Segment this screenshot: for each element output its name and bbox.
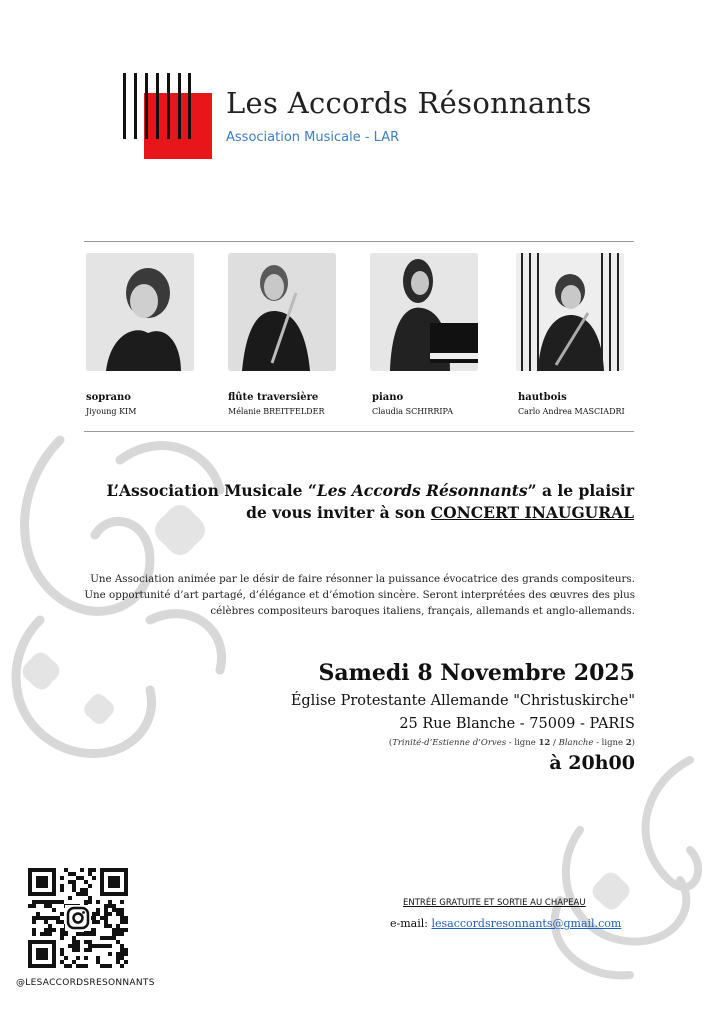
description-line: Une opportunité d’art partagé, d’élégance et d’émotion sincère. Seront interprétées des œuvres des plus: [84, 589, 635, 601]
invitation-text: [106, 480, 634, 524]
baroque-ornament-right: [540, 750, 718, 990]
event-time: à 20h00: [549, 752, 635, 774]
event-address: 25 Rue Blanche - 75009 - PARIS: [399, 716, 635, 732]
email-label: e-mail:: [390, 917, 432, 930]
performer-role-oboe: hautbois: [518, 392, 567, 403]
logo-barcode-lines: [123, 73, 193, 139]
divider-bottom: [84, 431, 634, 432]
invitation-line-2: de vous inviter à son CONCERT INAUGURAL: [246, 503, 634, 522]
performer-role-soprano: soprano: [86, 392, 131, 403]
portrait-piano: [370, 253, 478, 371]
description: [84, 571, 635, 619]
instagram-qr-code[interactable]: [28, 868, 128, 968]
description-line: Une Association animée par le désir de faire résonner la puissance évocatrice des grands compositeurs.: [90, 573, 635, 585]
email-link[interactable]: lesaccordsresonnants@gmail.com: [431, 917, 622, 930]
event-venue: Église Protestante Allemande "Christuskirche": [290, 693, 635, 709]
logo-subtitle: Association Musicale - LAR: [226, 130, 400, 145]
email-line: [390, 917, 621, 930]
event-metro: (Trinité-d’Estienne d’Orves - ligne 12 / Blanche - ligne 2): [388, 738, 635, 748]
invitation-line-1: L’Association Musicale “Les Accords Résonnants” a le plaisir: [106, 481, 634, 500]
instagram-icon: [65, 905, 91, 931]
performer-role-flute: flûte traversière: [228, 392, 319, 403]
divider-top: [84, 241, 634, 242]
instagram-handle: @LESACCORDSRESONNANTS: [16, 978, 155, 988]
event-date: Samedi 8 Novembre 2025: [318, 660, 635, 686]
performer-name-oboe: Carlo Andrea MASCIADRI: [518, 407, 625, 416]
portrait-oboe: [516, 253, 624, 371]
performer-role-piano: piano: [372, 392, 404, 403]
portrait-soprano: [86, 253, 194, 371]
logo-title: Les Accords Résonnants: [226, 86, 592, 120]
performer-name-flute: Mélanie BREITFELDER: [228, 407, 325, 416]
portrait-flute: [228, 253, 336, 371]
performer-name-soprano: Jiyoung KIM: [86, 407, 137, 416]
description-line: célèbres compositeurs baroques italiens, français, allemands et anglo-allemands.: [210, 605, 635, 617]
performer-name-piano: Claudia SCHIRRIPA: [372, 407, 453, 416]
entry-notice: ENTRÉE GRATUITE ET SORTIE AU CHAPEAU: [403, 898, 586, 908]
